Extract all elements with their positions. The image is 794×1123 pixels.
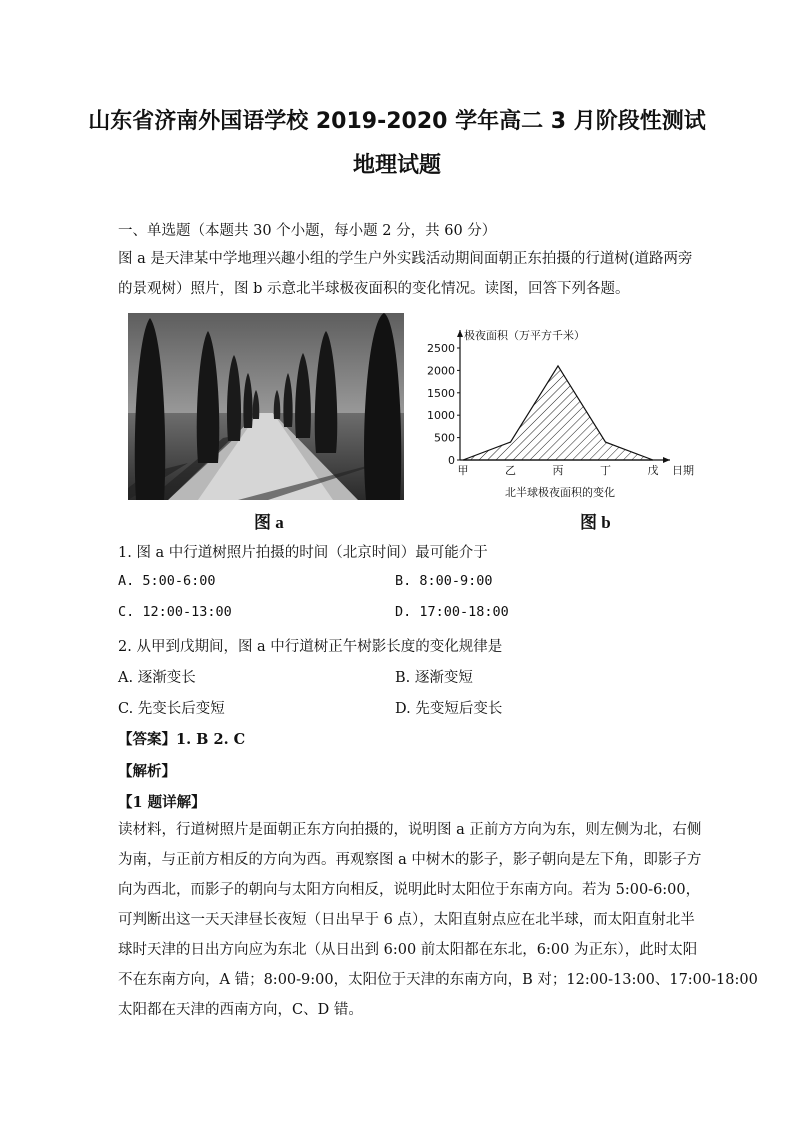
y-tick-label: 2000: [427, 364, 455, 378]
tree-road-photo: [128, 313, 404, 500]
explanation-line: 向为西北，而影子的朝向与太阳方向相反，说明此时太阳位于东南方向。若为 5:00-6:00，: [118, 882, 701, 898]
x-tick-label: 丁: [600, 464, 611, 477]
explanation-paragraph: [118, 815, 758, 1025]
y-axis-label: 极夜面积（万平方千米）: [464, 329, 585, 342]
question-1-option-c: C. 12:00-13:00: [118, 604, 232, 620]
chart-caption: 北半球极夜面积的变化: [505, 486, 615, 499]
answer-line: 【答案】1. B 2. C: [118, 731, 246, 748]
question-2-option-d: D. 先变短后变长: [395, 701, 503, 717]
x-tick-label: 甲: [457, 464, 469, 477]
intro-paragraph: [118, 244, 693, 304]
x-tick-label: 乙: [505, 464, 516, 477]
paper-title: 山东省济南外国语学校 2019-2020 学年高二 3 月阶段性测试: [88, 109, 706, 134]
y-tick-label: 1500: [427, 386, 455, 400]
section-heading: 一、单选题（本题共 30 个小题，每小题 2 分，共 60 分）: [118, 223, 497, 239]
explanation-line: 不在东南方向，A 错；8:00-9:00，太阳位于天津的东南方向，B 对；12:00-13:00、17:00-18:00: [118, 972, 758, 988]
y-tick-label: 1000: [427, 409, 455, 423]
question-1-option-d: D. 17:00-18:00: [395, 604, 509, 620]
polar-night-area: [463, 366, 653, 460]
question-1-option-b: B. 8:00-9:00: [395, 573, 493, 589]
paper-subtitle: 地理试题: [352, 153, 441, 178]
figure-a-label: 图 a: [254, 513, 284, 532]
explanation-line: 太阳都在天津的西南方向，C、D 错。: [118, 1002, 363, 1018]
explanation-line: 可判断出这一天天津昼长夜短（日出早于 6 点），太阳直射点应在北半球，而太阳直射北半: [118, 912, 695, 928]
intro-line: 图 a 是天津某中学地理兴趣小组的学生户外实践活动期间面朝正东拍摄的行道树(道路两旁: [118, 251, 693, 267]
question-2-option-b: B. 逐渐变短: [395, 670, 473, 686]
question-2-option-c: C. 先变长后变短: [118, 701, 225, 717]
y-tick-label: 500: [434, 431, 455, 445]
intro-line: 的景观树）照片，图 b 示意北半球极夜面积的变化情况。读图，回答下列各题。: [118, 281, 630, 297]
explanation-line: 为南，与正前方相反的方向为西。再观察图 a 中树木的影子，影子朝向是左下角，即影子方: [118, 852, 702, 868]
x-tick-label: 丙: [552, 464, 564, 477]
polar-night-area-chart: [415, 320, 705, 510]
explanation-line: 球时天津的日出方向应为东北（从日出到 6:00 前太阳都在东北，6:00 为正东），此时太阳: [118, 942, 698, 958]
question-1-stem: 1. 图 a 中行道树照片拍摄的时间（北京时间）最可能介于: [118, 545, 488, 561]
explanation-line: 读材料，行道树照片是面朝正东方向拍摄的，说明图 a 正前方方向为东，则左侧为北，右侧: [118, 822, 702, 838]
x-axis-label: 日期: [672, 464, 694, 477]
question-2-option-a: A. 逐渐变长: [118, 670, 196, 686]
y-axis-arrow: [457, 330, 463, 337]
detail-heading: 【1 题详解】: [118, 794, 206, 811]
question-2-stem: 2. 从甲到戊期间，图 a 中行道树正午树影长度的变化规律是: [118, 639, 503, 655]
question-1-option-a: A. 5:00-6:00: [118, 573, 216, 589]
x-axis-arrow: [663, 457, 670, 463]
figure-b-label: 图 b: [580, 513, 611, 532]
x-tick-label: 戊: [647, 464, 659, 477]
y-tick-label: 2500: [427, 342, 455, 355]
y-tick-label: 0: [448, 454, 455, 467]
analysis-heading: 【解析】: [118, 763, 176, 780]
